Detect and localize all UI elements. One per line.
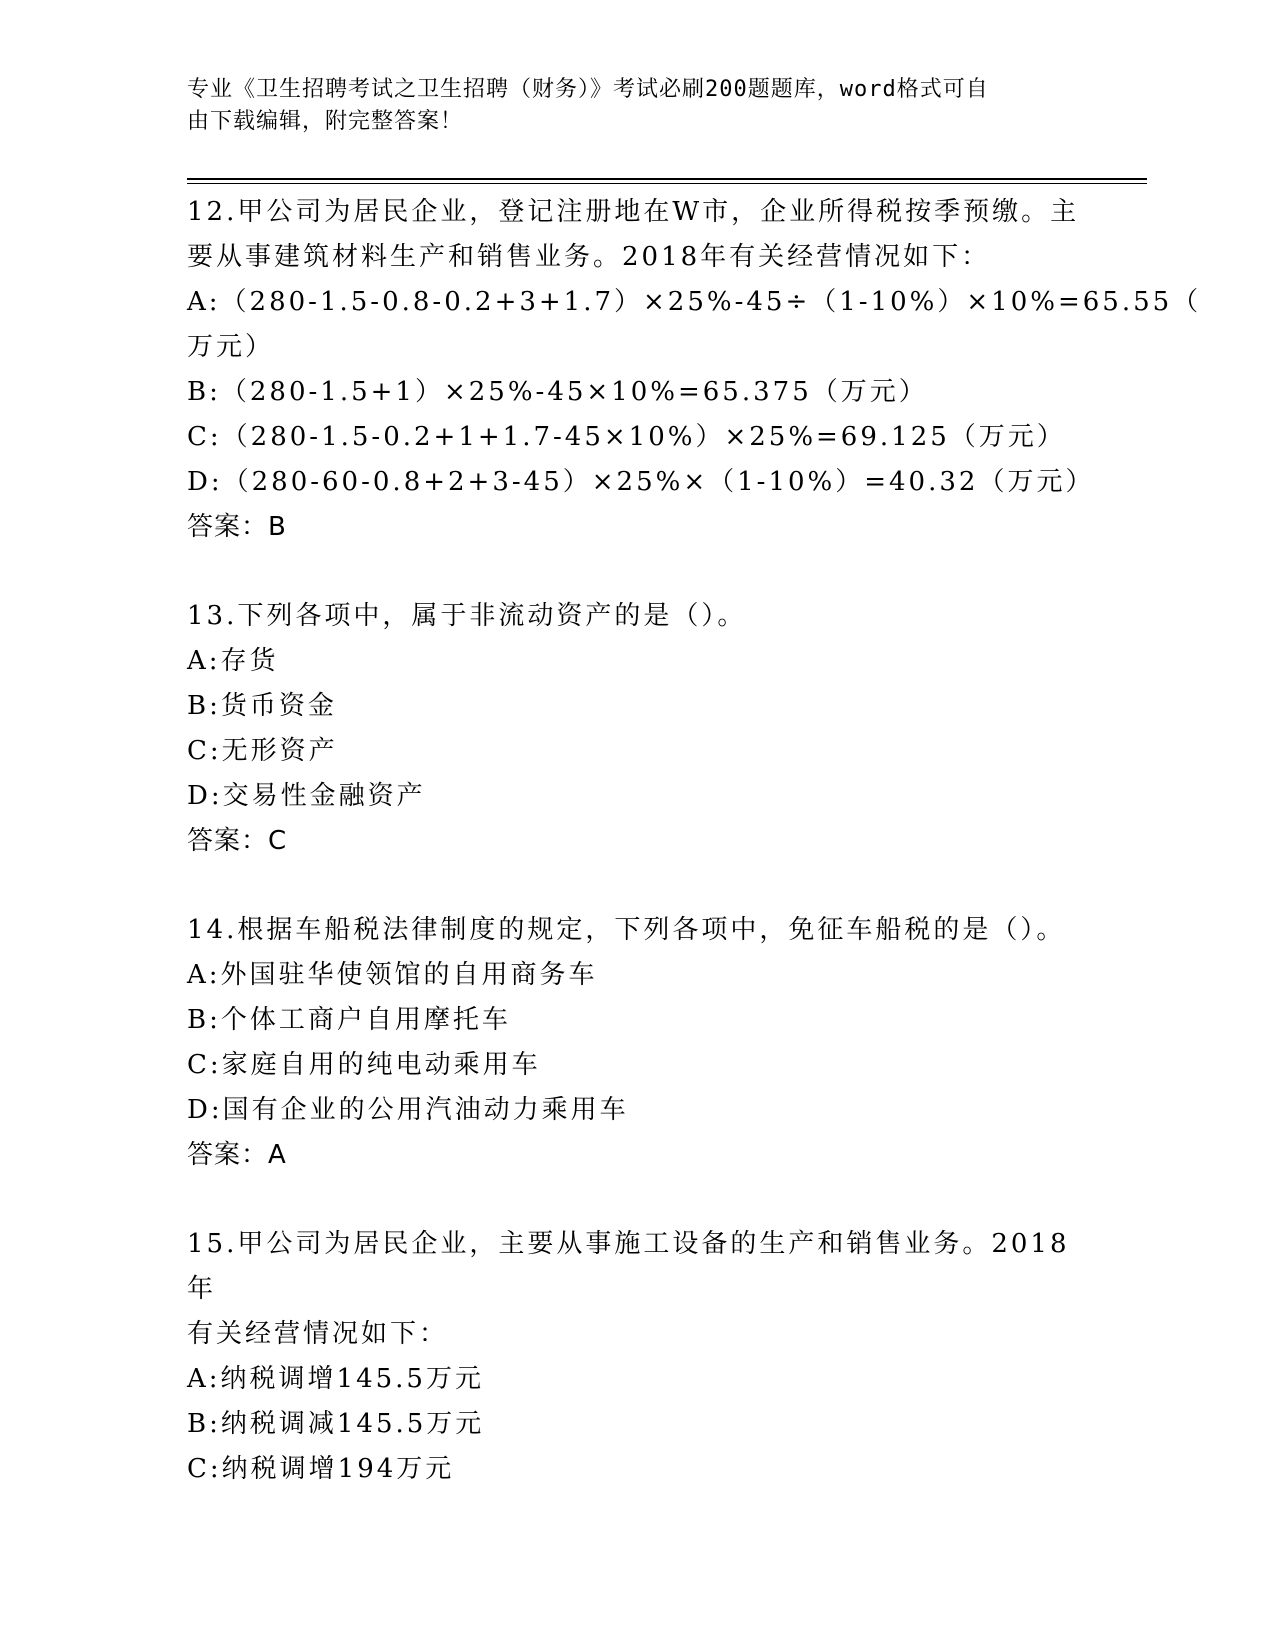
option-c: C:家庭自用的纯电动乘用车 <box>187 1050 541 1080</box>
option-a: A:外国驻华使领馆的自用商务车 <box>187 960 598 990</box>
option-a: A:存货 <box>187 646 279 676</box>
question-list <box>187 190 1202 1492</box>
question-15 <box>187 1222 1087 1492</box>
question-text-continued: 要从事建筑材料生产和销售业务。2018年有关经营情况如下： <box>187 242 991 272</box>
header-line-2: 由下载编辑，附完整答案！ <box>187 109 464 134</box>
answer-line: 答案：A <box>187 1140 287 1170</box>
option-c: C:（280-1.5-0.2+1+1.7-45×10%）×25%=69.125（万元） <box>187 422 1066 452</box>
question-text: 15.甲公司为居民企业，主要从事施工设备的生产和销售业务。2018年 <box>187 1229 1070 1304</box>
question-text: 13.下列各项中，属于非流动资产的是（）。 <box>187 601 747 631</box>
header-divider-thin <box>187 183 1147 184</box>
option-d: D:交易性金融资产 <box>187 781 426 811</box>
option-b: B:货币资金 <box>187 691 337 721</box>
option-a: A:（280-1.5-0.8-0.2+3+1.7）×25%-45÷（1-10%）×10%=65.55（ <box>187 287 1202 317</box>
option-c: C:无形资产 <box>187 736 338 766</box>
option-a-continued: 万元） <box>187 332 275 362</box>
question-14 <box>187 908 1087 1178</box>
option-b: B:（280-1.5+1）×25%-45×10%=65.375（万元） <box>187 377 928 407</box>
question-text: 14.根据车船税法律制度的规定，下列各项中，免征车船税的是（）。 <box>187 915 1066 945</box>
option-d: D:（280-60-0.8+2+3-45）×25%×（1-10%）=40.32（万元） <box>187 467 1095 497</box>
option-c: C:纳税调增194万元 <box>187 1454 455 1484</box>
question-spacer <box>187 550 1087 594</box>
option-b: B:纳税调减145.5万元 <box>187 1409 485 1439</box>
option-b: B:个体工商户自用摩托车 <box>187 1005 511 1035</box>
question-spacer <box>187 1178 1087 1222</box>
question-13 <box>187 594 1087 864</box>
header-line-1: 专业《卫生招聘考试之卫生招聘（财务）》考试必刷200题题库，word格式可自 <box>187 77 989 102</box>
question-12 <box>187 190 1202 550</box>
question-text: 12.甲公司为居民企业，登记注册地在W市，企业所得税按季预缴。主 <box>187 197 1080 227</box>
header-divider-thick <box>187 178 1147 180</box>
question-text-continued: 有关经营情况如下： <box>187 1319 449 1349</box>
answer-line: 答案：B <box>187 512 287 542</box>
option-d: D:国有企业的公用汽油动力乘用车 <box>187 1095 629 1125</box>
question-spacer <box>187 864 1087 908</box>
answer-line: 答案：C <box>187 826 288 856</box>
document-header <box>187 74 1067 138</box>
option-a: A:纳税调增145.5万元 <box>187 1364 484 1394</box>
